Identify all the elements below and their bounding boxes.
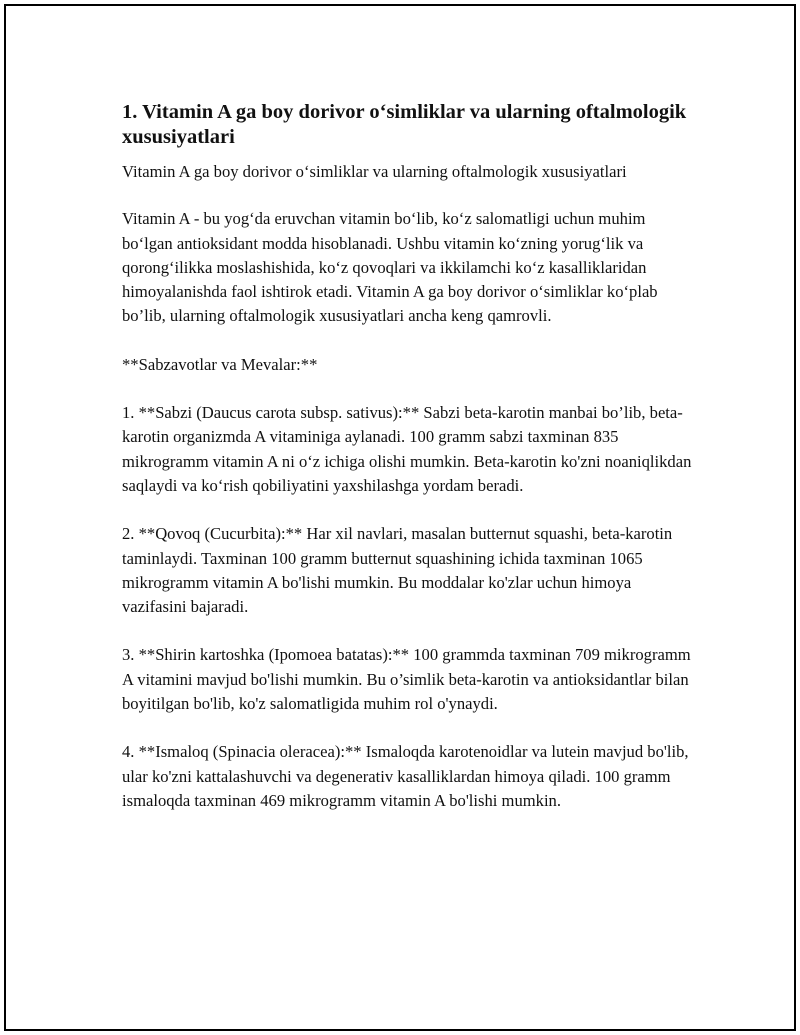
list-item-squash: 2. **Qovoq (Cucurbita):** Har xil navlari, masalan butternut squashi, beta-karotin taminlaydi. Taxminan 100 gramm butternut squashining ichida taxminan 1065 mikrogramm vitamin A bo'lishi mumkin. Bu moddalar ko'zlar uchun himoya vazifasini bajaradi. (122, 524, 673, 617)
list-item-carrot: 1. **Sabzi (Daucus carota subsp. sativus):** Sabzi beta-karotin manbai bo’lib, beta-karotin organizmda A vitaminiga aylanadi. 100 gramm sabzi taxminan 835 mikrogramm vitamin A ni o‘z ichiga olishi mumkin. Beta-karotin ko'zni noaniqlikdan saqlaydi va ko‘rish qobiliyatini yaxshilashga yordam beradi. (122, 403, 692, 495)
section-heading: **Sabzavotlar va Mevalar:** (122, 354, 318, 374)
document-subtitle: Vitamin A ga boy dorivor o‘simliklar va ularning oftalmologik xususiyatlari (122, 162, 627, 181)
page-frame (4, 4, 796, 1031)
list-item-spinach: 4. **Ismaloq (Spinacia oleracea):** Ismaloqda karotenoidlar va lutein mavjud bo'lib, ular ko'zni kattalashuvchi va degenerativ kasalliklardan himoya qiladi. 100 gramm ismaloqda taxminan 469 mikrogramm vitamin A bo'lishi mumkin. (122, 742, 689, 810)
intro-paragraph: Vitamin A - bu yog‘da eruvchan vitamin bo‘lib, ko‘z salomatligi uchun muhim bo‘lgan antioksidant modda hisoblanadi. Ushbu vitamin ko‘zning yorug‘lik va qorong‘ilikka moslashishida, ko‘z qovoqlari va ikkilamchi ko‘z kasalliklaridan himoyalanishda faol ishtirok etadi. Vitamin A ga boy dorivor o‘simliklar ko‘plab bo’lib, ularning oftalmologik xususiyatlari ancha keng qamrovli. (122, 209, 658, 326)
document-body (122, 100, 698, 837)
document-heading: 1. Vitamin A ga boy dorivor o‘simliklar va ularning oftalmologik xususiyatlari (122, 101, 687, 148)
list-item-sweet-potato: 3. **Shirin kartoshka (Ipomoea batatas):** 100 grammda taxminan 709 mikrogramm A vitamini mavjud bo'lishi mumkin. Bu o’simlik beta-karotin va antioksidantlar bilan boyitilgan bo'lib, ko'z salomatligida muhim rol o'ynaydi. (122, 645, 691, 714)
